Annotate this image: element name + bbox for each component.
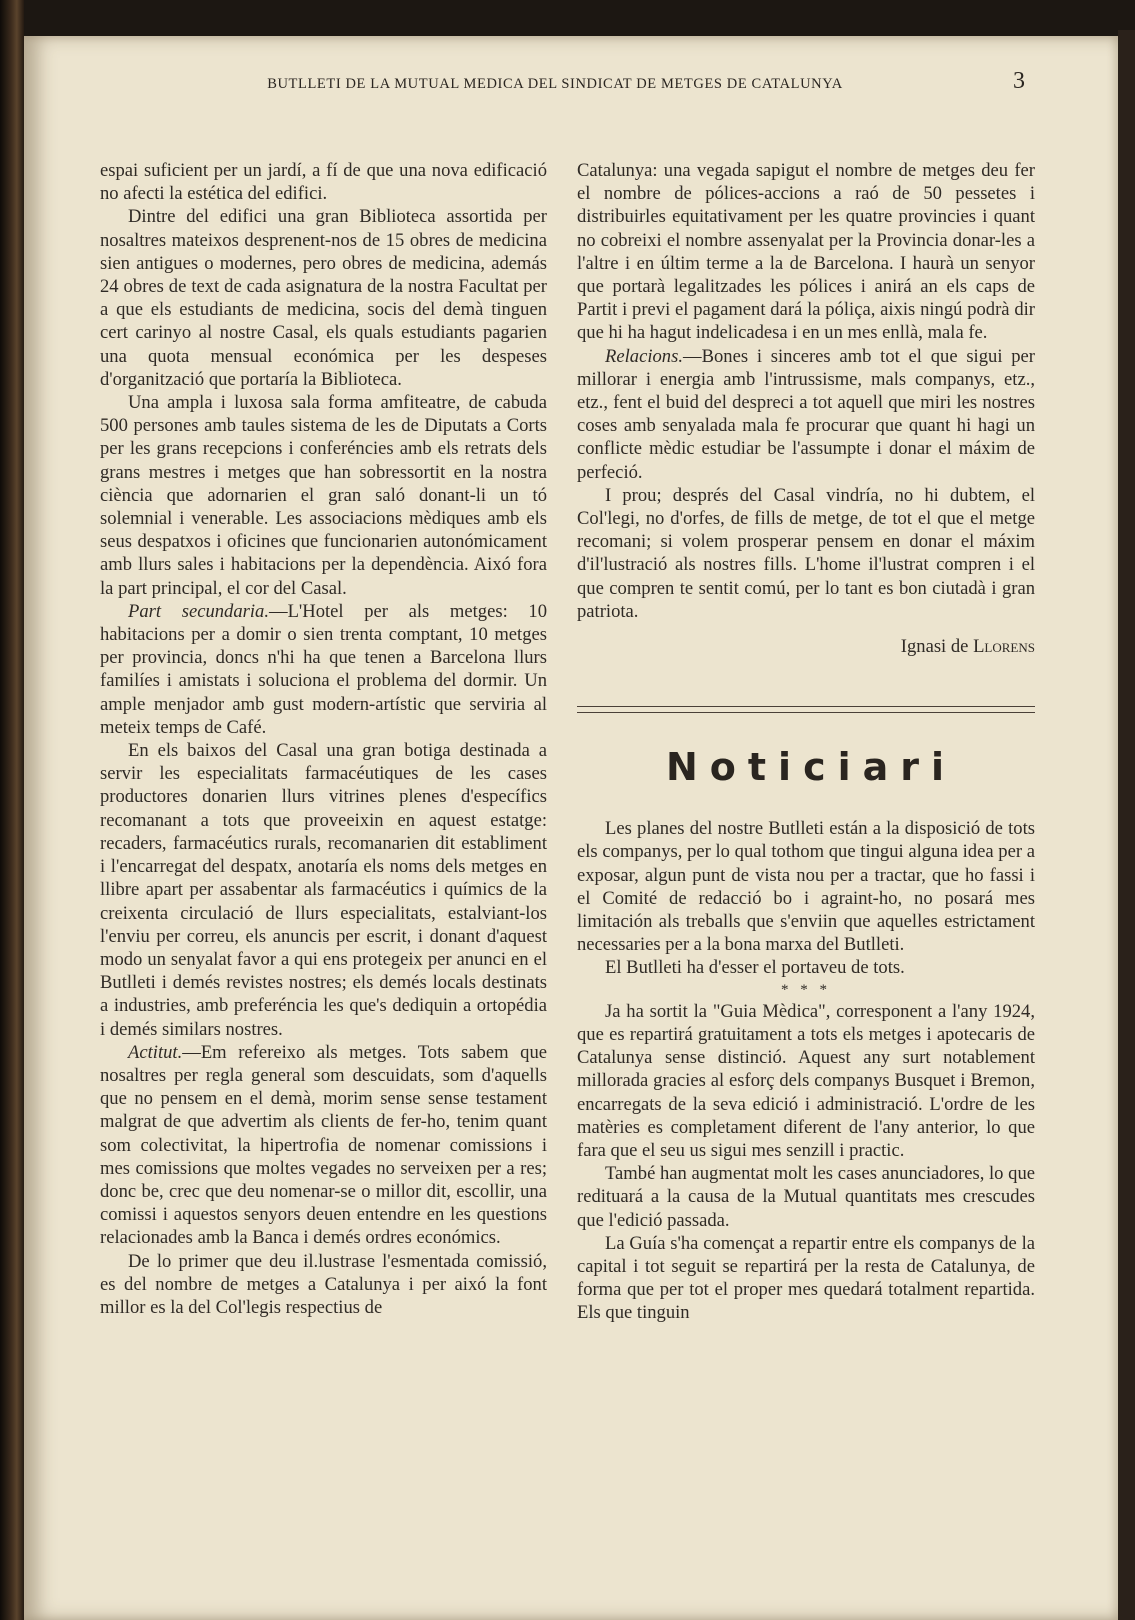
paragraph: El Butlleti ha d'esser el portaveu de tots. <box>605 957 905 979</box>
signature <box>577 635 1035 658</box>
paragraph: I prou; després del Casal vindría, no hi dubtem, el Col'legi, no d'orfes, de fills de metge, de tot el que el metge recomani; si volem prosperar pensem en donar el máxim d'il'lustració als nostres fills. L'home il'lustrat compren i el que compren te sentit comú, per lo tant es bon ciutadà i gran patriota. <box>577 484 1035 622</box>
left-column <box>100 159 547 1319</box>
paragraph: Dintre del edifici una gran Biblioteca assortida per nosaltres mateixos desprenent-nos de 15 obres de medicina sien antigues o modernes, pero obres de medicina, además 24 obres de text de cada asignatura de la nostra Facultat per a que els estudiants de medicina, socis del demà tinguen cert carinyo al nostre Casal, els quals estudiants pagarien una quota mensual económica per les despeses d'organització que portaría la Biblioteca. <box>100 206 547 390</box>
paragraph <box>100 600 547 739</box>
paragraph: En els baixos del Casal una gran botiga destinada a servir les especialitats farmacéutiques de les cases productores donarien llurs vitrines plenes d'específics recomanant a tots que proveeixin en aquest estatge: recaders, farmacéutics rurals, recomanarien dit establiment i l'encarregat del despatx, anotaría els noms dels metges en llibre apart per assabentar als farmacéutics i químics de la creixenta circulació de llurs especialitats, estalviant-los l'enviu per correu, els anuncis per escrit, i donant d'aquest modo un senyalat favor a qui ens protegeix per anunci en el Butlleti i demés revistes nostres; els demés locals destinats a industries, amb preferéncia les que's dediquin a ortopédia i demés similars nostres. <box>100 740 547 1040</box>
right-column <box>577 159 1035 1325</box>
run-in-heading: Actitut. <box>128 1041 183 1063</box>
paragraph: Una ampla i luxosa sala forma amfiteatre, de cabuda 500 persones amb taules sistema de les de Diputats a Corts per les grans recepcions i conferéncies amb els retrats dels grans mestres i metges que han sobressortit en la nostra ciència que adornarien el gran saló donant-li un tó solemnial i venerable. Les associacions mèdiques amb els seus despatxos i oficines que funcionarien autonómicament amb llurs sales i habitacions per la dependència. Aixó fora la part principal, el cor del Casal. <box>100 392 547 599</box>
book-binding <box>0 0 24 1620</box>
signature-last: Llorens <box>973 636 1035 658</box>
paragraph-text: —L'Hotel per als metges: 10 habitacions per a domir o sien trenta comptant, 10 metges per provincia, doncs n'hi ha que tenen a Barcelona llurs familíes i amistats i soluciona el problema del dormir. Un ample menjador amb gust modern-artístic que serviria al meteix temps de Café. <box>100 600 547 738</box>
paragraph-text: —Bones i sinceres amb tot el que sigui per millorar i energia amb l'intrussisme, mals companys, etz., etz., fent el buid del despreci a tot aquell que miri les nostres coses amb senyalada mala fe procurar que quant hi hagi un conflicte mèdic estudiar be l'assumpte i donar el máxim de perfeció. <box>577 345 1035 483</box>
scan-edge <box>1118 30 1135 1620</box>
paragraph: Ja ha sortit la "Guia Mèdica", corresponent a l'any 1924, que es repartirá gratuitament a tots els metges i apotecaris de Catalunya sense distinció. Aquest any surt notablement millorada gracies al esforç dels companys Busquet i Bremon, encarregats de la seva edició i administració. L'ordre de les matèries es completament diferent de l'any anterior, lo que fara que el seu us sigui mes senzill i practic. <box>577 1000 1035 1161</box>
section-title: Noticiari <box>665 745 957 790</box>
run-in-heading: Relacions. <box>605 345 683 367</box>
asterism: * * * <box>781 981 831 998</box>
run-in-heading: Part secundaria. <box>128 600 269 622</box>
paragraph <box>100 1041 547 1250</box>
paragraph-text: —Em refereixo als metges. Tots sabem que nosaltres per regla general som descuidats, som d'aquells que no pensem en el demà, morim sense sense testament malgrat de que advertim als clients de fer-ho, tenim quant som colectivitat, la hipertrofia de nomenar comissions i mes comissions que moltes vegades no serveixen per a res; donc be, crec que deu nomenar-se o millor dit, escollir, una comissi i aquestos senyors deuen entendre en les questions relacionades amb la Banca i demés ordres económics. <box>100 1041 547 1249</box>
paragraph: La Guía s'ha començat a repartir entre els companys de la capital i tot seguit se repartirá per la resta de Catalunya, de forma que per tot el proper mes quedará totalment repartida. Els que tinguin <box>577 1232 1035 1324</box>
page-number: 3 <box>1013 68 1025 94</box>
paragraph: Les planes del nostre Butlleti están a la disposició de tots els companys, per lo qual tothom que tingui alguna idea per a exposar, algun punt de vista nou per a tractar, que ho fassi i el Comité de redacció bo i agraint-ho, no posará mes limitación als treballs que s'enviin que aquelles estrictament necessaries per a la bona marxa del Butlleti. <box>577 818 1035 956</box>
paragraph: espai suficient per un jardí, a fí de que una nova edificació no afecti la estética del edifici. <box>100 160 547 205</box>
paragraph <box>577 345 1035 484</box>
double-rule <box>577 706 1035 713</box>
paragraph: Catalunya: una vegada sapigut el nombre de metges deu fer el nombre de pólices-accions a raó de 50 pessetes i distribuirles equitativament per les quatre provincies i quant no cobreixi el nombre assenyalat per la Provincia donar-les a l'altre i en últim terme a la de Barcelona. I haurà un senyor que portarà legalitzades les pólices i anirá an els caps de Partit i previ el pagament dará la póliça, aixis ningú podrà dir que hi ha hagut indelicadesa i en un mes enllà, mala fe. <box>577 160 1035 344</box>
paragraph: De lo primer que deu il.lustrase l'esmentada comissió, es del nombre de metges a Catalunya i per aixó la font millor es la del Col'legis respectius de <box>100 1250 547 1318</box>
paragraph: També han augmentat molt les cases anunciadores, lo que redituará a la causa de la Mutual quantitats mes crescudes que l'edició passada. <box>577 1163 1035 1231</box>
signature-first: Ignasi de <box>900 636 974 658</box>
running-header: BUTLLETI DE LA MUTUAL MEDICA DEL SINDICAT DE METGES DE CATALUNYA <box>267 76 843 92</box>
